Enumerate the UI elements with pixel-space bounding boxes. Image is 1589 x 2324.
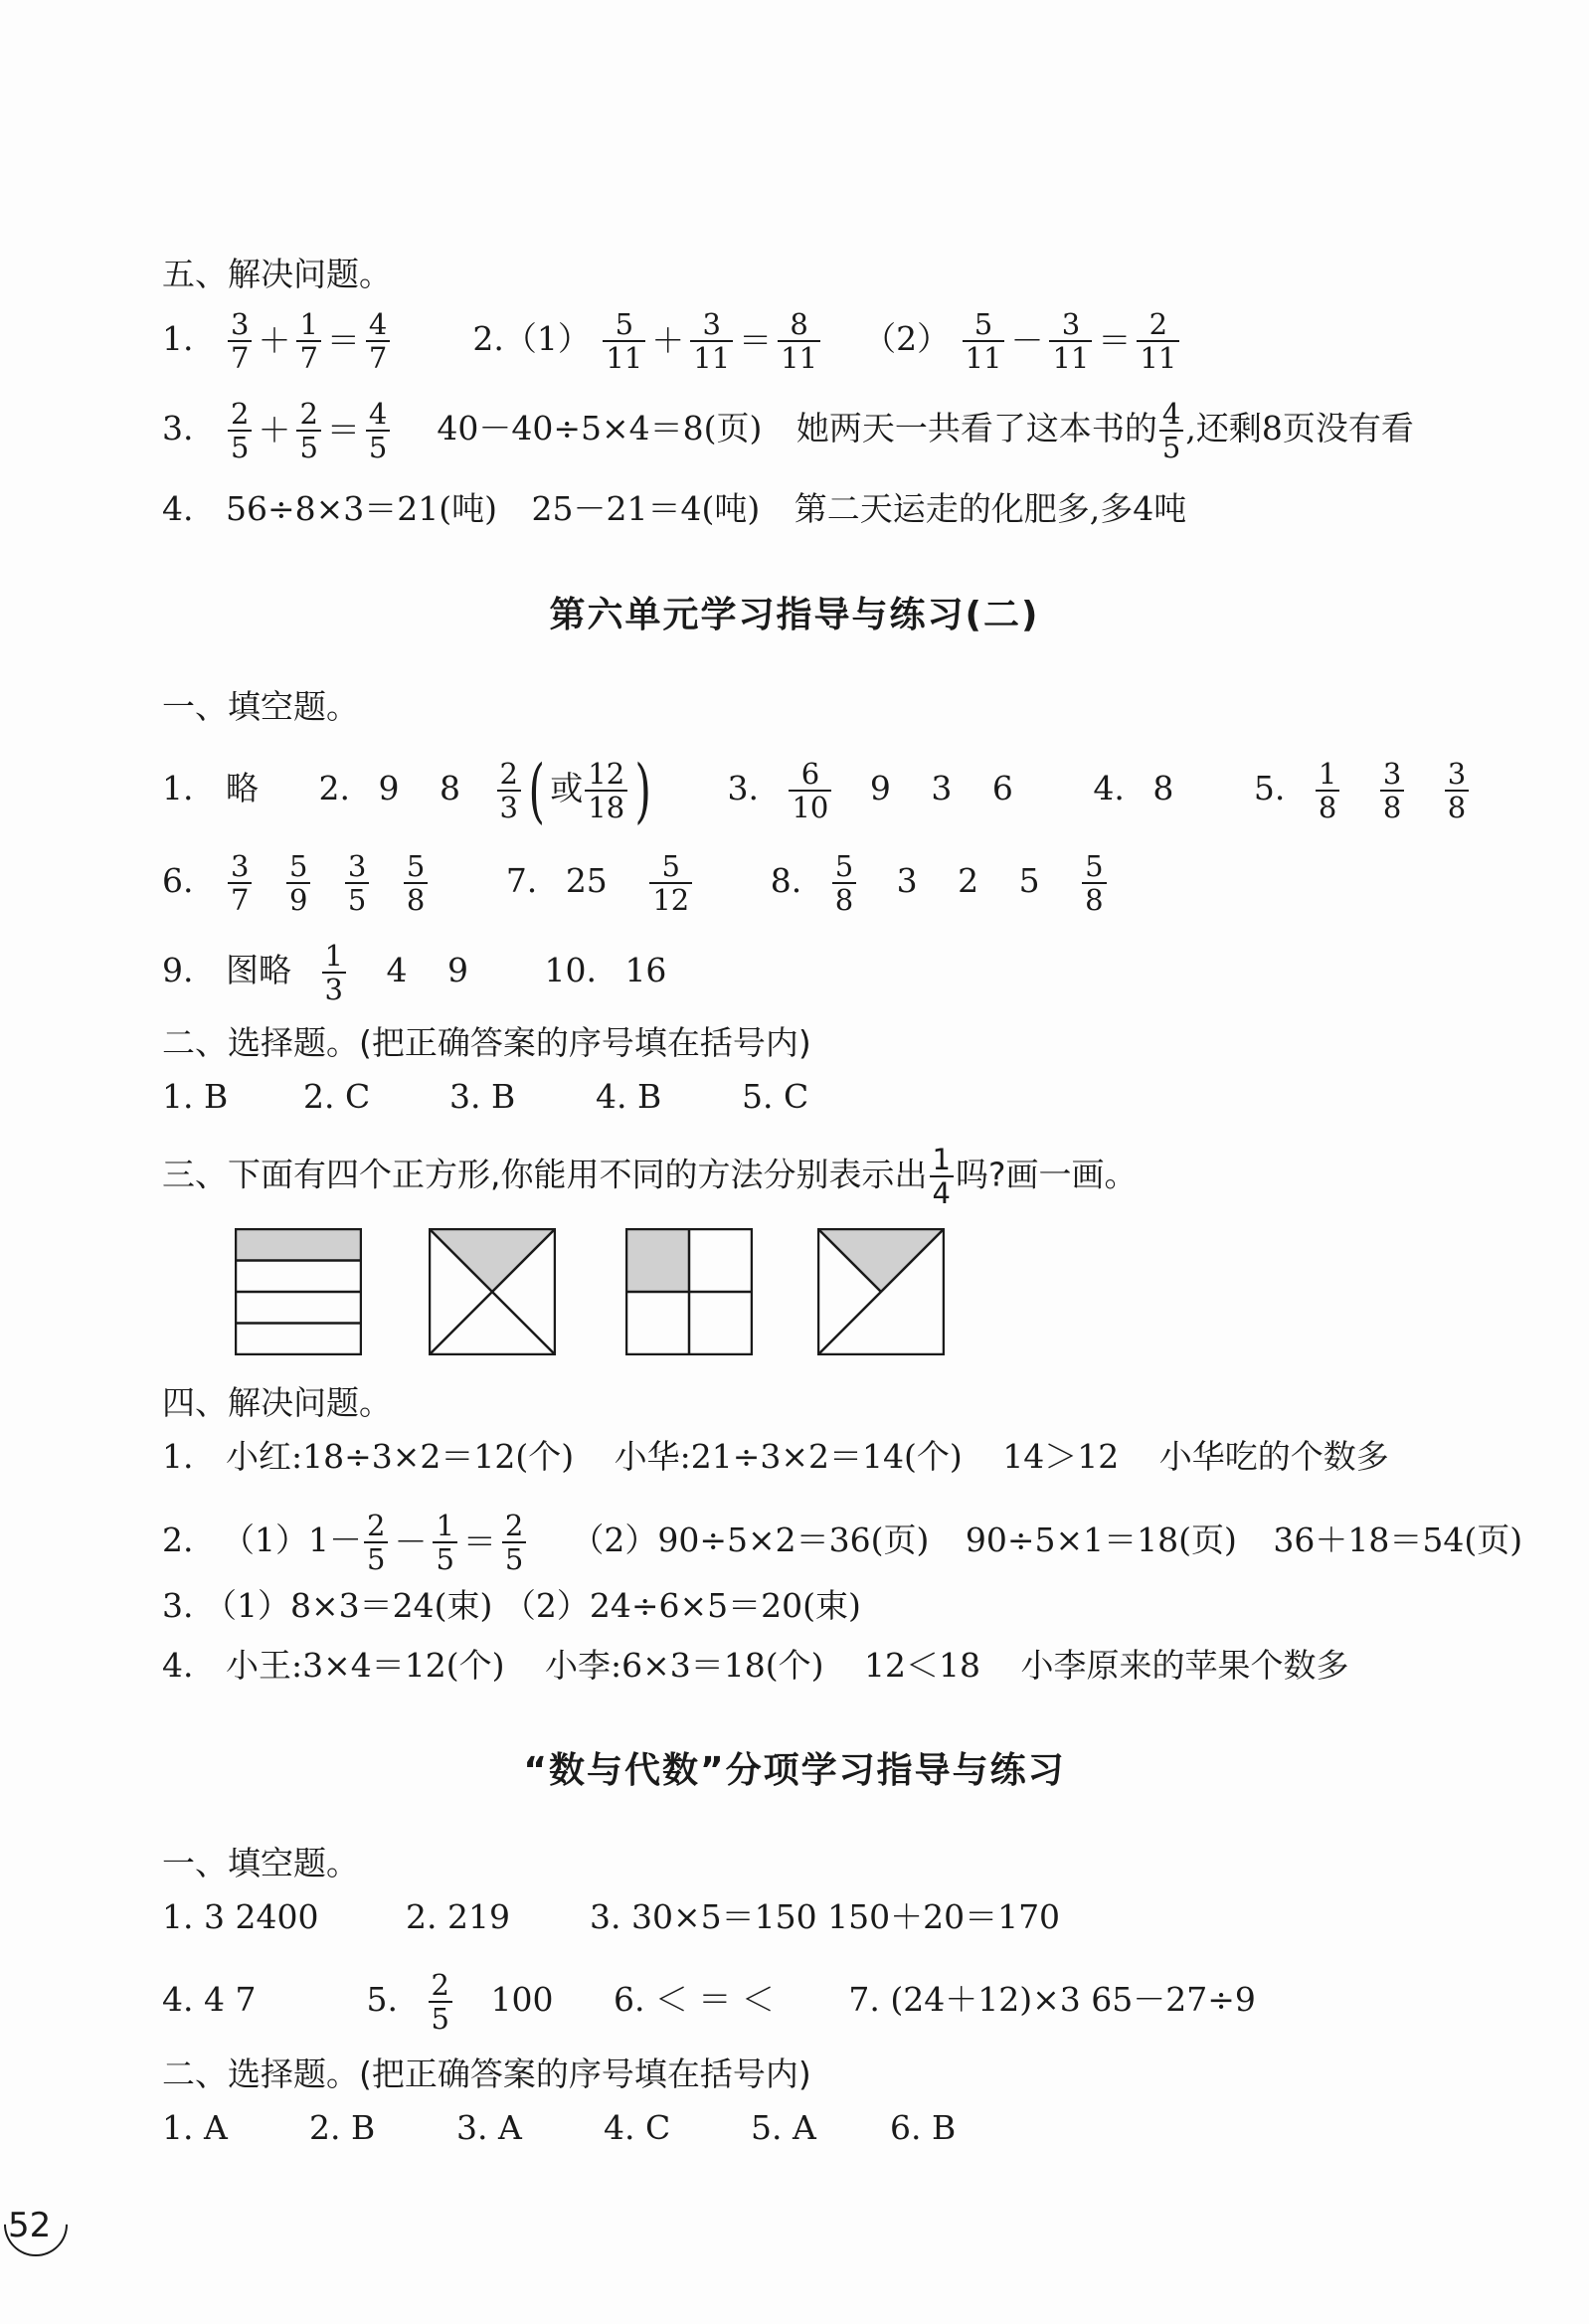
q-label: 5. bbox=[1253, 769, 1286, 807]
answer-text: 她两天一共看了这本书的 bbox=[795, 409, 1157, 447]
calculation: 36＋18＝54(页) bbox=[1273, 1520, 1523, 1559]
numerator: 1 bbox=[433, 1510, 456, 1543]
fraction bbox=[963, 308, 1005, 374]
denominator: 9 bbox=[288, 883, 308, 917]
numerator: 4 bbox=[366, 308, 390, 342]
algebra-title: “数与代数”分项学习指导与练习 bbox=[523, 1750, 1066, 1791]
denominator: 5 bbox=[368, 431, 388, 464]
unit6-section-3-heading bbox=[162, 1144, 1137, 1209]
fraction bbox=[789, 758, 831, 823]
calculation: （2）90÷5×2＝36(页) bbox=[571, 1520, 930, 1559]
answer: 8 bbox=[440, 769, 460, 807]
denominator: 5 bbox=[299, 431, 318, 464]
answer: 9 bbox=[869, 769, 891, 807]
algebra-section-2-heading: 二、选择题。(把正确答案的序号填在括号内) bbox=[162, 2055, 811, 2093]
sec5-question-3: 3. $\frac{2}{5}$ ＋ $\frac{2}{5}$ ＝ $\frac{4}{5}$ 40－40÷5×4＝8(页) 她两天一共看了这本书的 $\frac{4}{5}$ ,还剩8页没有看 bbox=[162, 397, 1414, 464]
fraction bbox=[497, 758, 521, 823]
q-label: 1. bbox=[162, 1437, 194, 1476]
comparison: 12＜18 bbox=[864, 1646, 980, 1685]
unit6-problem-2: 2. （1）1－ $\frac{2}{5}$ － $\frac{1}{5}$ ＝ $\frac{2}{5}$ （2）90÷5×2＝36(页) 90÷5×1＝18(页) 36＋18＝54(页) bbox=[162, 1509, 1523, 1576]
answer: 3 bbox=[931, 769, 953, 807]
heading-text: 吗?画一画。 bbox=[955, 1155, 1138, 1194]
choice-answer: 1. A bbox=[162, 2108, 228, 2147]
sub-label: （1） bbox=[503, 319, 591, 358]
answer: 4. 4 7 bbox=[162, 1980, 257, 2019]
fraction bbox=[228, 308, 252, 374]
square-horizontal-strips bbox=[235, 1228, 362, 1355]
choice-answer: 5. A bbox=[751, 2108, 816, 2147]
q-label: 10. bbox=[544, 951, 597, 989]
denominator: 7 bbox=[368, 341, 388, 375]
choice-answer: 4. C bbox=[604, 2108, 671, 2147]
answer: 1. 3 2400 bbox=[162, 1897, 319, 1936]
unit6-problem-3: 3. （1）8×3＝24(束) （2）24÷6×5＝20(束) bbox=[162, 1586, 861, 1625]
denominator: 4 bbox=[932, 1176, 951, 1210]
fraction bbox=[1159, 398, 1183, 463]
numerator: 12 bbox=[585, 758, 627, 792]
denominator: 10 bbox=[792, 791, 829, 824]
unit6-fill-row-2 bbox=[162, 850, 1109, 916]
sub-label: （1） bbox=[222, 1520, 308, 1559]
choice-answer: 5. C bbox=[742, 1077, 809, 1116]
answer: 图略 bbox=[226, 951, 291, 989]
denominator: 8 bbox=[834, 883, 854, 917]
calculation: 小红:18÷3×2＝12(个) bbox=[226, 1437, 575, 1476]
numerator: 5 bbox=[649, 850, 692, 884]
numerator: 6 bbox=[789, 758, 831, 792]
denominator: 7 bbox=[231, 341, 250, 375]
answer: 略 bbox=[226, 769, 259, 807]
algebra-choice-answers bbox=[162, 2108, 956, 2148]
numerator: 2 bbox=[1137, 308, 1179, 342]
answer-text: 小华吃的个数多 bbox=[1158, 1437, 1389, 1476]
numerator: 3 bbox=[228, 850, 252, 884]
numerator: 2 bbox=[502, 1510, 526, 1543]
unit6-problem-4 bbox=[162, 1646, 1348, 1686]
q-label: 2. bbox=[472, 319, 504, 358]
heading-text: 三、下面有四个正方形,你能用不同的方法分别表示出 bbox=[162, 1155, 928, 1194]
numerator: 5 bbox=[286, 850, 310, 884]
denominator: 5 bbox=[231, 431, 250, 464]
denominator: 5 bbox=[504, 1542, 524, 1576]
fraction bbox=[1082, 850, 1106, 916]
numerator: 4 bbox=[1159, 398, 1183, 432]
denominator: 11 bbox=[1140, 341, 1177, 375]
answer: 100 bbox=[490, 1980, 554, 2019]
denominator: 5 bbox=[431, 2002, 449, 2036]
calculation: 1－ bbox=[308, 1520, 362, 1559]
q-label: 9. bbox=[162, 951, 194, 989]
fraction bbox=[1445, 758, 1469, 823]
square-triangle-split bbox=[817, 1228, 945, 1355]
q-label: 6. bbox=[162, 861, 194, 900]
numerator: 5 bbox=[603, 308, 645, 342]
fraction bbox=[832, 850, 856, 916]
fraction bbox=[228, 398, 252, 463]
answer-text: ,还剩8页没有看 bbox=[1185, 409, 1414, 447]
fraction bbox=[1316, 758, 1339, 823]
denominator: 18 bbox=[588, 791, 625, 824]
answer-text: 小李原来的苹果个数多 bbox=[1020, 1646, 1349, 1685]
section-5-heading: 五、解决问题。 bbox=[162, 255, 392, 293]
denominator: 3 bbox=[324, 973, 343, 1006]
fraction bbox=[930, 1144, 954, 1209]
choice-answer: 2. B bbox=[309, 2108, 376, 2147]
unit6-section-2-heading: 二、选择题。(把正确答案的序号填在括号内) bbox=[162, 1023, 811, 1062]
fraction bbox=[690, 308, 733, 374]
denominator: 3 bbox=[499, 791, 518, 824]
answer-text: 第二天运走的化肥多,多4吨 bbox=[794, 489, 1187, 528]
numerator: 2 bbox=[497, 758, 521, 792]
fraction bbox=[296, 398, 320, 463]
fraction bbox=[1137, 308, 1179, 374]
calculation: 40－40÷5×4＝8(页) bbox=[437, 409, 763, 447]
page-number: 52 bbox=[8, 2206, 52, 2245]
fraction bbox=[364, 1510, 388, 1575]
unit6-section-4-heading: 四、解决问题。 bbox=[162, 1383, 392, 1422]
fraction bbox=[366, 308, 390, 374]
fraction bbox=[649, 850, 692, 916]
calculation: 56÷8×3＝21(吨) bbox=[226, 489, 498, 528]
calculation: 小华:21÷3×2＝14(个) bbox=[614, 1437, 963, 1476]
unit6-section-1-heading: 一、填空题。 bbox=[162, 687, 359, 726]
denominator: 11 bbox=[606, 341, 643, 375]
calculation: 25－21＝4(吨) bbox=[531, 489, 761, 528]
denominator: 8 bbox=[1085, 883, 1104, 917]
answer: 16 bbox=[624, 951, 667, 989]
unit6-title: 第六单元学习指导与练习(二) bbox=[549, 595, 1040, 635]
q-label: 2. bbox=[162, 1520, 194, 1559]
sub-label: （2） bbox=[863, 319, 951, 358]
choice-answer: 3. B bbox=[449, 1077, 516, 1116]
answer: 9 bbox=[446, 951, 468, 989]
unit6-problem-1 bbox=[162, 1437, 1389, 1477]
fraction bbox=[585, 758, 627, 823]
choice-answer: 2. C bbox=[303, 1077, 371, 1116]
answer: 6. ＜ ＝ ＜ bbox=[613, 1980, 775, 2019]
fraction bbox=[429, 1969, 452, 2035]
numerator: 2 bbox=[296, 398, 320, 432]
denominator: 5 bbox=[1161, 431, 1181, 464]
numerator: 5 bbox=[963, 308, 1005, 342]
choice-answer: 3. A bbox=[456, 2108, 522, 2147]
fraction bbox=[404, 850, 428, 916]
choice-answer: 1. B bbox=[162, 1077, 229, 1116]
square-diagonals bbox=[429, 1228, 556, 1355]
numerator: 2 bbox=[364, 1510, 388, 1543]
denominator: 5 bbox=[347, 883, 367, 917]
numerator: 3 bbox=[1445, 758, 1469, 792]
denominator: 8 bbox=[1382, 791, 1402, 824]
numerator: 3 bbox=[228, 308, 252, 342]
sec5-question-1: 1. $\frac{3}{7}$ ＋ $\frac{1}{7}$ ＝ $\frac{4}{7}$ 2.（1） $\frac{5}{11}$ ＋ $\frac{3}{11}$ ＝ $\frac{8}{11}$ （2） $\frac{5}{11}$ － $\frac{3}{11}$ ＝ $\frac{2}{11}$ bbox=[162, 308, 1181, 374]
numerator: 1 bbox=[1316, 758, 1339, 792]
denominator: 11 bbox=[693, 341, 731, 375]
fraction bbox=[1049, 308, 1092, 374]
choice-answer: 6. B bbox=[890, 2108, 957, 2147]
numerator: 1 bbox=[296, 308, 320, 342]
calculation: 小李:6×3＝18(个) bbox=[545, 1646, 824, 1685]
answer: 2 bbox=[958, 861, 979, 900]
calculation: 90÷5×1＝18(页) bbox=[965, 1520, 1237, 1559]
algebra-section-1-heading: 一、填空题。 bbox=[162, 1844, 359, 1882]
numerator: 3 bbox=[1380, 758, 1404, 792]
algebra-fill-row-2 bbox=[162, 1969, 1256, 2035]
denominator: 8 bbox=[406, 883, 426, 917]
fraction bbox=[603, 308, 645, 374]
denominator: 11 bbox=[1052, 341, 1090, 375]
q-label: 5. bbox=[366, 1980, 398, 2019]
algebra-fill-row-1 bbox=[162, 1897, 1060, 1937]
numerator: 2 bbox=[429, 1969, 452, 2003]
q-label: 4. bbox=[162, 489, 194, 528]
q-label: 1. bbox=[162, 769, 194, 807]
numerator: 1 bbox=[322, 940, 346, 974]
q-label: 7. bbox=[505, 861, 538, 900]
answer: 4 bbox=[386, 951, 408, 989]
denominator: 11 bbox=[965, 341, 1002, 375]
answer: 2. 219 bbox=[406, 1897, 510, 1936]
fraction bbox=[296, 308, 320, 374]
answer: 5 bbox=[1018, 861, 1040, 900]
unit6-choice-answers bbox=[162, 1077, 808, 1117]
q-label: 2. bbox=[318, 769, 350, 807]
q-label: 1. bbox=[162, 319, 194, 358]
answer: 8 bbox=[1152, 769, 1174, 807]
denominator: 12 bbox=[652, 883, 690, 917]
q-label: 4. bbox=[1093, 769, 1125, 807]
q-label: 8. bbox=[770, 861, 802, 900]
unit6-fill-row-3 bbox=[162, 940, 666, 1005]
numerator: 2 bbox=[228, 398, 252, 432]
numerator: 5 bbox=[832, 850, 856, 884]
numerator: 4 bbox=[366, 398, 390, 432]
numerator: 1 bbox=[930, 1144, 954, 1177]
q-label: 4. bbox=[162, 1646, 194, 1685]
denominator: 5 bbox=[367, 1542, 386, 1576]
calculation: 小王:3×4＝12(个) bbox=[226, 1646, 505, 1685]
fraction bbox=[366, 398, 390, 463]
answer: 3 bbox=[896, 861, 918, 900]
denominator: 7 bbox=[299, 341, 318, 375]
answer: 25 bbox=[565, 861, 608, 900]
denominator: 8 bbox=[1447, 791, 1467, 824]
comparison: 14＞12 bbox=[1002, 1437, 1120, 1476]
denominator: 11 bbox=[781, 341, 818, 375]
answer: 或 bbox=[550, 769, 584, 807]
denominator: 8 bbox=[1318, 791, 1337, 824]
unit6-fill-row-1: 1. 略 2. 9 8 $\frac{2}{3}$ ( 或 $\frac{12}{18}$ ) 3. $\frac{6}{10}$ 9 3 6 4. 8 5. $\frac{1}{8}$ $\frac{3}{8}$ $\frac{3}{8}$ bbox=[162, 756, 1471, 825]
fraction bbox=[1380, 758, 1404, 823]
fraction bbox=[286, 850, 310, 916]
numerator: 3 bbox=[1049, 308, 1092, 342]
q-label: 3. bbox=[162, 409, 194, 447]
fraction bbox=[322, 940, 346, 1005]
square-four-quadrants bbox=[625, 1228, 753, 1355]
fraction bbox=[778, 308, 820, 374]
numerator: 8 bbox=[778, 308, 820, 342]
denominator: 5 bbox=[436, 1542, 454, 1576]
denominator: 7 bbox=[231, 883, 250, 917]
answer: 7. (24＋12)×3 65－27÷9 bbox=[848, 1980, 1256, 2019]
answer: 6 bbox=[991, 769, 1013, 807]
answer: 3. 30×5＝150 150＋20＝170 bbox=[590, 1897, 1061, 1936]
numerator: 3 bbox=[690, 308, 733, 342]
numerator: 3 bbox=[345, 850, 369, 884]
numerator: 5 bbox=[1082, 850, 1106, 884]
fraction bbox=[433, 1510, 456, 1575]
numerator: 5 bbox=[404, 850, 428, 884]
choice-answer: 4. B bbox=[596, 1077, 662, 1116]
fraction bbox=[345, 850, 369, 916]
fraction bbox=[502, 1510, 526, 1575]
answer: 9 bbox=[378, 769, 400, 807]
q-label: 3. bbox=[727, 769, 759, 807]
fraction bbox=[228, 850, 252, 916]
sec5-question-4 bbox=[162, 489, 1186, 529]
